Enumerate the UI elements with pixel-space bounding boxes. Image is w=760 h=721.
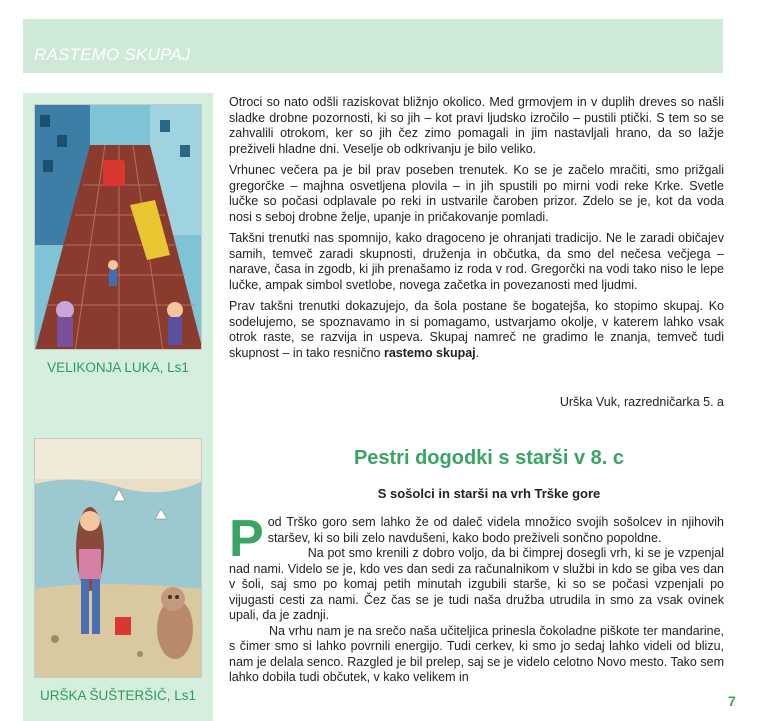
intro-paragraph: Otroci so nato odšli raziskovat bližnjo okolico. Med grmovjem in v duplih dreves so našli sladke drobne pozornosti, ki so jih – kot pravi ljudsko izročilo – pustili ptički. S tem so se zahvalili otrokom, ker so jih čez zimo pomagali in jim nastavljali hrano, da so lažje preživeli hladne dni. Veselje ob odkrivanju je bilo veliko. [229, 95, 724, 156]
intro-paragraph: Vrhunec večera pa je bil prav poseben trenutek. Ko se je začelo mračiti, smo prižgali gregorčke – majhna osvetljena plovila – in jih spustili po mirni vodi reke Krke. Svetle lučke so počasi odplavale po reki in ustvarile čaroben prizor. Zdelo se je, kot da voda nosi s seboj drobne želje, upanje in pričakovanje pomladi. [229, 163, 724, 224]
street-drawing-svg [35, 105, 202, 350]
article-first-paragraph [229, 510, 724, 568]
drawing-beach-scene [34, 438, 202, 678]
article-title: Pestri dogodki s starši v 8. c [353, 447, 625, 469]
caption-artist-2: URŠKA ŠUŠTERŠIČ, Ls1 [39, 688, 197, 703]
drop-cap: P [229, 510, 264, 568]
drawing-street-scene [34, 104, 202, 350]
intro-last-end: . [475, 345, 480, 360]
caption-artist-1: VELIKONJA LUKA, Ls1 [47, 360, 189, 375]
intro-paragraph: Takšni trenutki nas spomnijo, kako dragoceno je ohranjati tradicijo. Ne le zaradi običajev samih, temveč zaradi skupnosti, druženja in občutka, da smo del nečesa večjega – narave, časa in zgodb, ki jih prenašamo iz roda v rod. Gregorčki na vodi tako niso le lepe lučke, ampak simbol svetlobe, novega začetka in povezanosti med ljudmi. [229, 231, 724, 292]
intro-paragraph-last [229, 299, 724, 361]
article-paragraph: Na vrhu nam je na srečo naša učiteljica prinesla čokoladne piškote ter mandarine, s čimer smo si lahko povrnili energijo. Tudi cerkev, ki smo jo sedaj lahko videli od blizu, nam je delala senco. Razgled je bil prelep, saj se je videlo celotno Novo mesto. Tako sem lahko dobila tudi občutek, v kako velikem in [229, 623, 724, 684]
signature: Urška Vuk, razredničarka 5. a [559, 395, 724, 409]
article-paragraph: Na pot smo krenili z dobro voljo, da bi čimprej dosegli vrh, ki se je vzpenjal nad nami. Videlo se je, kdo ves dan sedi za računalnikom v službi in kdo se giba ves dan v šoli, saj smo po komaj petih minutah izgubili starše, ki so se počasi vzpenjali po vijugasti cesti za nami. Čez čas se je tudi naša družba utrudila in smo za vsak ovinek upali, da je zadnji. [229, 546, 724, 622]
article-body [229, 510, 724, 686]
intro-last-text: Prav takšni trenutki dokazujejo, da šola postane še bogatejša, ko stopimo skupaj. Ko sodelujemo, se spoznavamo in si pomagamo, ustvarjamo okolje, v katerem lahko vsak otrok raste, se razvija in uspeva. Skupaj namreč ne gradimo le znanja, temveč tudi skupnost – in tako resnično [229, 299, 724, 360]
beach-drawing-svg [35, 439, 202, 678]
intro-text [229, 95, 724, 367]
intro-last-bold: rastemo skupaj [383, 345, 476, 360]
article-first-text: od Trško goro sem lahko že od daleč videla množico svojih sošolcev in njihovih staršev, ki so bili zelo navdušeni, kako bodo preživeli sončno popoldne. [267, 515, 724, 545]
article-subtitle: S sošolci in starši na vrh Trške gore [377, 486, 601, 501]
section-title: RASTEMO SKUPAJ [34, 45, 191, 64]
page-number: 7 [728, 693, 736, 709]
